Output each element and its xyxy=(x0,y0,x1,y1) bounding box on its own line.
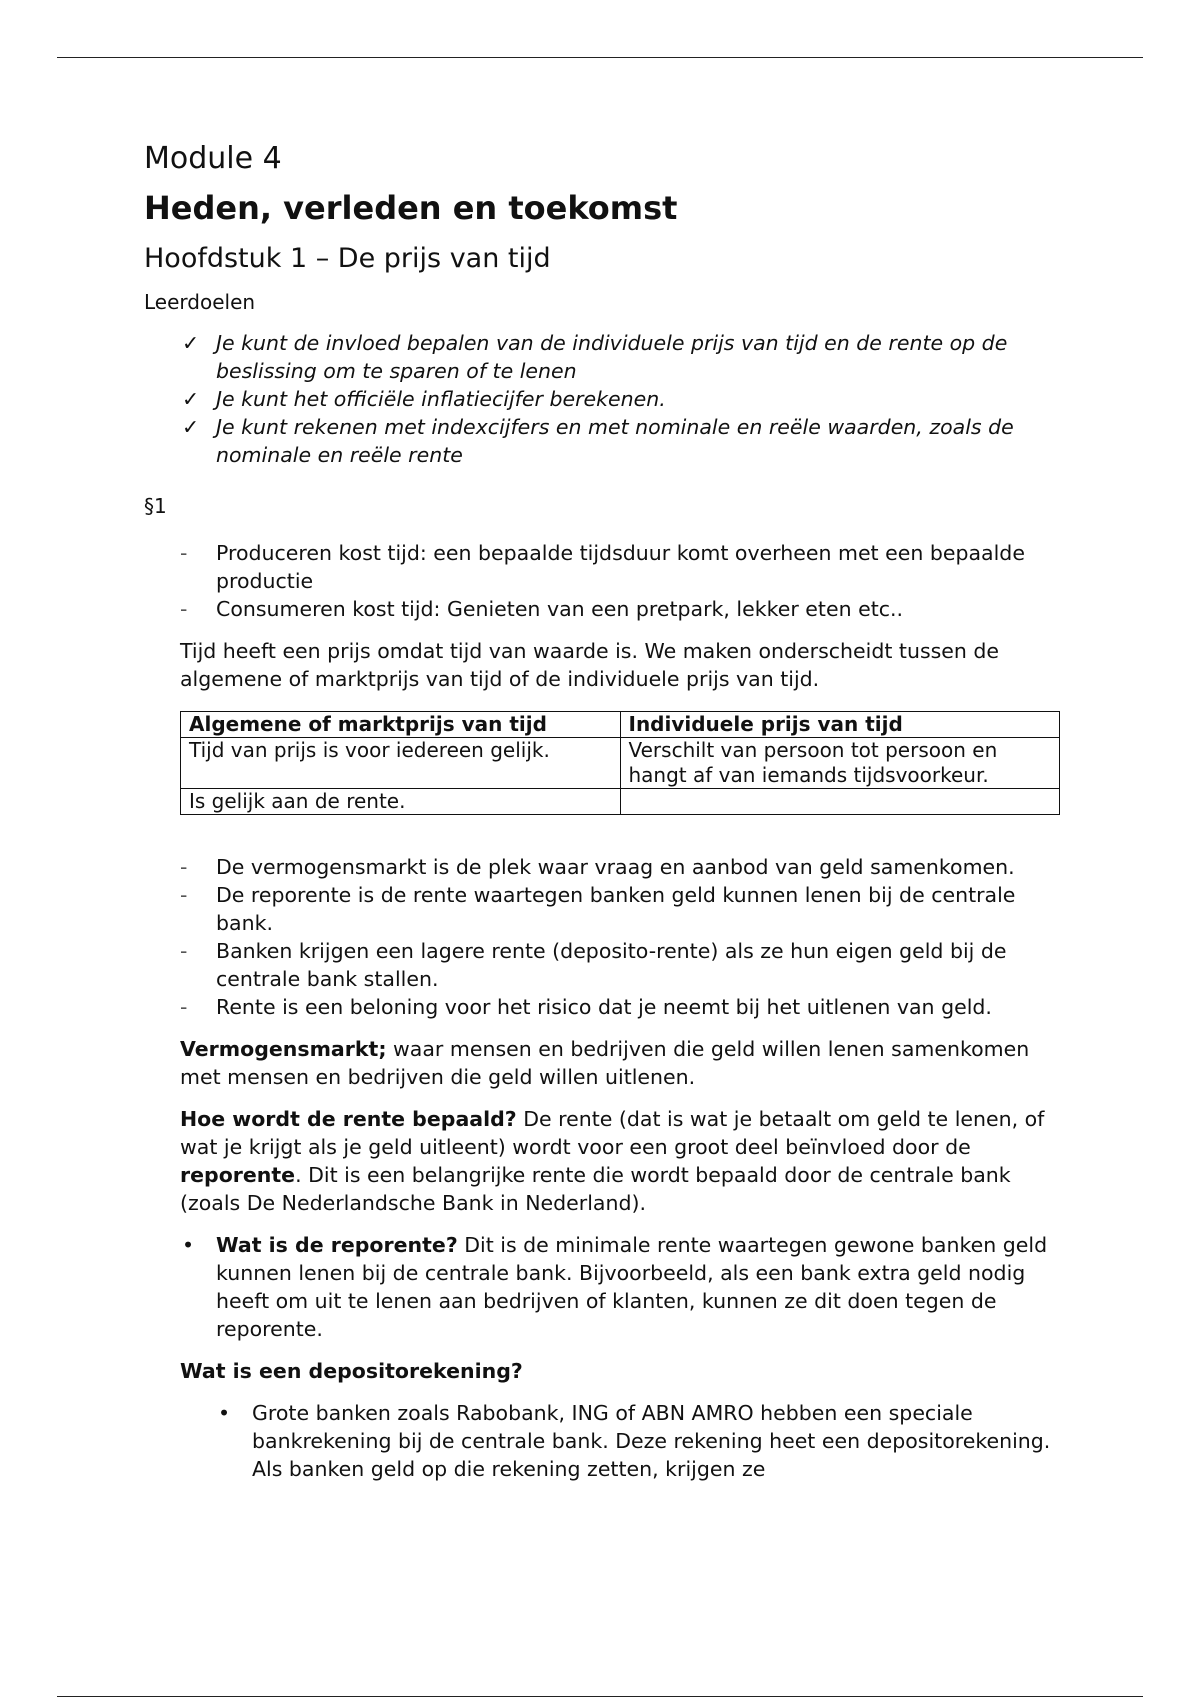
intro-list xyxy=(180,539,1064,623)
reporente-list xyxy=(180,1231,1064,1343)
list-item: - Rente is een beloning voor het risico dat je neemt bij het uitlenen van geld. xyxy=(180,995,992,1019)
learning-goals-label: Leerdoelen xyxy=(144,290,256,314)
checkmark-icon: ✓ xyxy=(182,331,200,355)
table-cell: Verschilt van persoon tot persoon en hangt af van iemands tijdsvoorkeur. xyxy=(620,738,1060,789)
table-cell: Tijd van prijs is voor iedereen gelijk. xyxy=(181,738,621,789)
list-item: - Banken krijgen een lagere rente (deposito-rente) als ze hun eigen geld bij de centrale bank stallen. xyxy=(180,939,1007,991)
dot-bullet-icon: • xyxy=(182,1233,195,1257)
list-item: - De vermogensmarkt is de plek waar vraag en aanbod van geld samenkomen. xyxy=(180,855,1015,879)
intro-paragraph: Tijd heeft een prijs omdat tijd van waarde is. We maken onderscheidt tussen de algemene of marktprijs van tijd of de individuele prijs van tijd. xyxy=(180,639,1000,691)
table-row xyxy=(181,789,1060,815)
checkmark-icon: ✓ xyxy=(182,387,200,411)
deposito-list xyxy=(216,1399,1064,1483)
table-cell: Is gelijk aan de rente. xyxy=(181,789,621,815)
table-header: Algemene of marktprijs van tijd xyxy=(181,712,621,738)
learning-goal: ✓ Je kunt het officiële inflatiecijfer berekenen. xyxy=(182,387,666,411)
checkmark-icon: ✓ xyxy=(182,415,200,439)
table-header: Individuele prijs van tijd xyxy=(620,712,1060,738)
list-item: • Wat is de reporente? Dit is de minimale rente waartegen gewone banken geld kunnen lenen bij de centrale bank. Bijvoorbeeld, als een bank extra geld nodig heeft om uit te lenen aan bedrijven of klanten, kunnen ze dit doen tegen de reporente. xyxy=(182,1233,1048,1341)
dash-bullet-icon: - xyxy=(180,855,188,879)
vermogensmarkt-definition: Vermogensmarkt; waar mensen en bedrijven die geld willen lenen samenkomen met mensen en bedrijven die geld willen uitlenen. xyxy=(180,1037,1030,1089)
bottom-rule xyxy=(57,1696,1143,1697)
table-header-row xyxy=(181,712,1060,738)
table-row xyxy=(181,738,1060,789)
dot-bullet-icon: • xyxy=(218,1401,231,1425)
page-title: Heden, verleden en toekomst xyxy=(144,189,678,227)
dash-bullet-icon: - xyxy=(180,541,188,565)
time-price-table xyxy=(180,711,1060,815)
learning-goals-list xyxy=(144,329,1064,469)
top-rule xyxy=(57,57,1143,58)
list-item: - Produceren kost tijd: een bepaalde tijdsduur komt overheen met een bepaalde productie xyxy=(180,541,1025,593)
list-item: • Grote banken zoals Rabobank, ING of ABN AMRO hebben een speciale bankrekening bij de centrale bank. Deze rekening heet een depositorekening. Als banken geld op die rekening zetten, krijgen ze xyxy=(218,1401,1051,1481)
learning-goal: ✓ Je kunt rekenen met indexcijfers en met nominale en reële waarden, zoals de nominale en reële rente xyxy=(182,415,1014,467)
list-item: - De reporente is de rente waartegen banken geld kunnen lenen bij de centrale bank. xyxy=(180,883,1016,935)
dash-bullet-icon: - xyxy=(180,597,188,621)
table-cell xyxy=(620,789,1060,815)
document-page xyxy=(144,140,1064,1483)
dash-bullet-icon: - xyxy=(180,995,188,1019)
chapter-heading: Hoofdstuk 1 – De prijs van tijd xyxy=(144,243,551,274)
dash-bullet-icon: - xyxy=(180,883,188,907)
list-item: - Consumeren kost tijd: Genieten van een pretpark, lekker eten etc.. xyxy=(180,597,904,621)
section-symbol: §1 xyxy=(144,494,167,518)
module-label: Module 4 xyxy=(144,141,282,176)
dash-bullet-icon: - xyxy=(180,939,188,963)
learning-goal: ✓ Je kunt de invloed bepalen van de individuele prijs van tijd en de rente op de beslissing om te sparen of te lenen xyxy=(182,331,1008,383)
rente-bepaald-paragraph: Hoe wordt de rente bepaald? De rente (dat is wat je betaalt om geld te lenen, of wat je krijgt als je geld uitleent) wordt voor een groot deel beïnvloed door de reporente. Dit is een belangrijke rente die wordt bepaald door de centrale bank (zoals De Nederlandsche Bank in Nederland). xyxy=(180,1107,1045,1215)
market-list xyxy=(180,853,1064,1021)
deposito-heading: Wat is een depositorekening? xyxy=(180,1359,523,1383)
